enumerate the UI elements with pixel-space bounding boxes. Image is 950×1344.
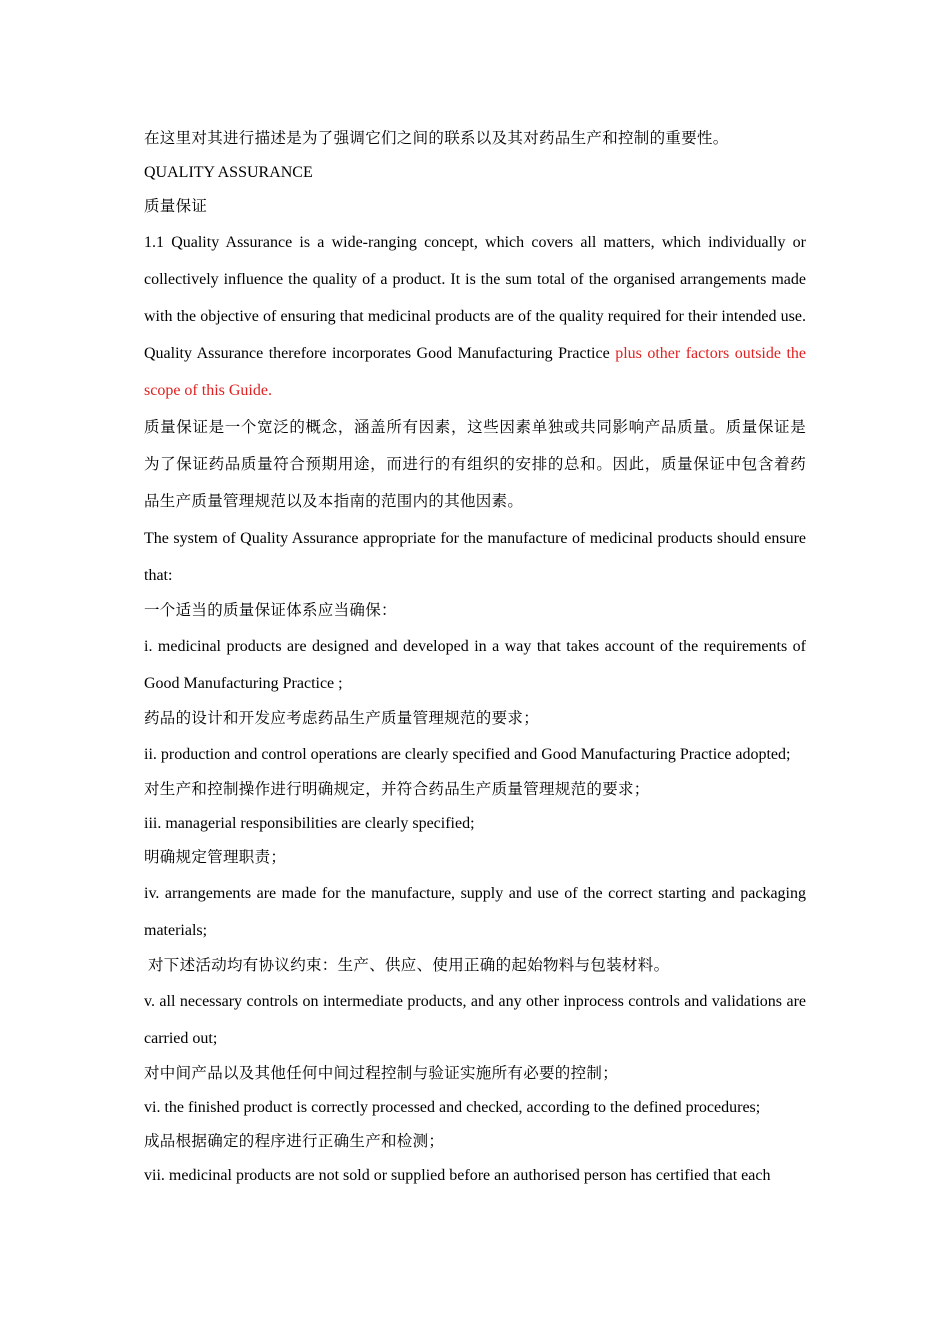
intro-paragraph-zh: 在这里对其进行描述是为了强调它们之间的联系以及其对药品生产和控制的重要性。 [144,130,729,147]
list-item-iii-zh: 明确规定管理职责； [144,849,287,866]
list-item-i: i. medicinal products are designed and developed in a way that takes account of the requirements of Good Manufacturing Practice ; [144,638,806,692]
list-item-ii: ii. production and control operations are clearly specified and Good Manufacturing Practice adopted; [144,746,791,763]
paragraph-1-1 [144,224,806,409]
list-item-v: v. all necessary controls on intermediate products, and any other inprocess controls and validations are carried out; [144,993,806,1047]
list-item-iv-zh: 对下述活动均有协议约束：生产、供应、使用正确的起始物料与包装材料。 [148,957,670,974]
list-item-vi-zh: 成品根据确定的程序进行正确生产和检测； [144,1133,445,1150]
list-item-iv: iv. arrangements are made for the manufacture, supply and use of the correct starting and packaging materials; [144,885,806,939]
list-item-iii: iii. managerial responsibilities are clearly specified; [144,815,475,832]
highlighted-text: plus other factors outside the scope of this Guide. [144,345,807,399]
system-intro-zh: 一个适当的质量保证体系应当确保： [144,602,397,619]
list-item-i-zh: 药品的设计和开发应考虑药品生产质量管理规范的要求； [144,710,540,727]
list-item-vii: vii. medicinal products are not sold or supplied before an authorised person has certified that each [144,1167,771,1184]
list-item-ii-zh: 对生产和控制操作进行明确规定，并符合药品生产质量管理规范的要求； [144,781,650,798]
list-item-v-zh: 对中间产品以及其他任何中间过程控制与验证实施所有必要的控制； [144,1065,619,1082]
system-intro: The system of Quality Assurance appropriate for the manufacture of medicinal products should ensure that: [144,530,806,584]
section-heading-zh: 质量保证 [144,198,208,215]
list-item-vi: vi. the finished product is correctly processed and checked, according to the defined procedures; [144,1099,761,1116]
paragraph-1-1-zh: 质量保证是一个宽泛的概念，涵盖所有因素，这些因素单独或共同影响产品质量。质量保证是为了保证药品质量符合预期用途，而进行的有组织的安排的总和。因此，质量保证中包含着药品生产质量管理规范以及本指南的范围内的其他因素。 [144,419,806,510]
paragraph-1-1-main: 1.1 Quality Assurance is a wide-ranging concept, which covers all matters, which individually or collectively influence the quality of a product. It is the sum total of the organised arrangements made with the objective of ensuring that medicinal products are of the quality required for their intended use. Quality Assurance therefore incorporates Good Manufacturing Practice [144,234,806,362]
document-page [144,122,806,1193]
section-heading: QUALITY ASSURANCE [144,164,313,181]
